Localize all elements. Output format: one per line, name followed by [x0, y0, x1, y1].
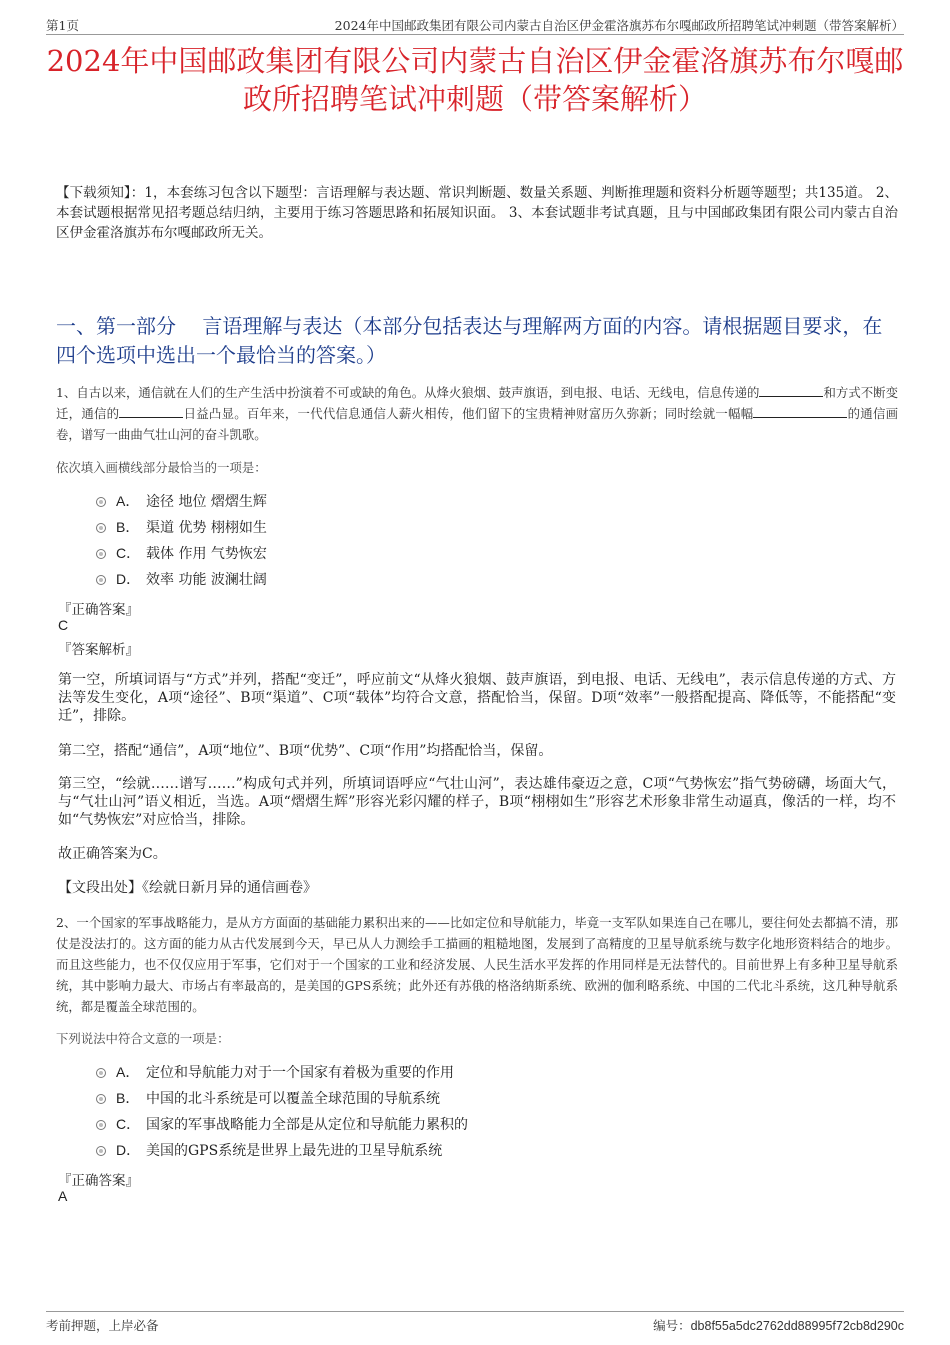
analysis-paragraph: 第一空，所填词语与“方式”并列，搭配“变迁”，呼应前文“从烽火狼烟、鼓声旗语，到电报、电话、无线电”，表示信息传递的方式、方法等发生变化，A项“途径”、B项“渠道”、C项“载体”均符合文意，搭配恰当，保留。D项“效率”一般搭配提高、降低等，不能搭配“变迁”，排除。 — [58, 672, 896, 724]
source-citation: 【文段出处】《绘就日新月异的通信画卷》 — [58, 880, 317, 896]
page-header — [46, 12, 904, 35]
correct-answer: C — [58, 617, 69, 633]
question-2-text: 2、一个国家的军事战略能力，是从方方面面的基础能力累积出来的——比如定位和导航能力，毕竟一支军队如果连自己在哪儿，要往何处去都搞不清，那仗是没法打的。这方面的能力从古代发展到今天，早已从人力测绘手工描画的粗糙地图，发展到了高精度的卫星导航系统与数字化地形资料结合的地步。而且这些能力，也不仅仅应用于军事，它们对于一个国家的工业和经济发展、人民生活水平发挥的作用同样是无法替代的。目前世界上有多种卫星导航系统，其中影响力最大、市场占有率最高的，是美国的GPS系统；此外还有苏俄的格洛纳斯系统、欧洲的伽利略系统、中国的二代北斗系统，这几种导航系统，都是覆盖全球范围的。 — [56, 915, 898, 1014]
correct-answer-label: 『正确答案』 — [58, 602, 139, 618]
option-b[interactable]: B． 渠道 优势 栩栩如生 — [96, 514, 267, 540]
page-footer — [46, 1311, 904, 1334]
option-d[interactable]: D． 效率 功能 波澜壮阔 — [96, 566, 267, 592]
fill-blank-3 — [753, 405, 847, 418]
header-title: 2024年中国邮政集团有限公司内蒙古自治区伊金霍洛旗苏布尔嘎邮政所招聘笔试冲刺题（带答案解析） — [334, 18, 904, 33]
q1-text-part: 日益凸显。百年来，一代代信息通信人薪火相传，他们留下的宝贵精神财富历久弥新；同时绘就一幅幅 — [183, 406, 754, 421]
option-a[interactable]: A． 定位和导航能力对于一个国家有着极为重要的作用 — [96, 1059, 468, 1085]
radio-icon[interactable] — [96, 1146, 106, 1156]
question-2-options — [96, 1059, 468, 1163]
analysis-label: 『答案解析』 — [58, 642, 139, 658]
radio-icon[interactable] — [96, 1068, 106, 1078]
question-1-text — [56, 382, 898, 445]
section-heading: 一、第一部分 言语理解与表达（本部分包括表达与理解两方面的内容。请根据题目要求，在四个选项中选出一个最恰当的答案。） — [56, 314, 883, 367]
analysis-paragraph: 第二空，搭配“通信”，A项“地位”、B项“优势”、C项“作用”均搭配恰当，保留。 — [58, 743, 553, 759]
question-1-prompt: 依次填入画横线部分最恰当的一项是： — [56, 460, 267, 475]
fill-blank-1 — [759, 384, 823, 397]
correct-answer-label: 『正确答案』 — [58, 1173, 139, 1189]
document-title: 2024年中国邮政集团有限公司内蒙古自治区伊金霍洛旗苏布尔嘎邮政所招聘笔试冲刺题（带答案解析） — [46, 44, 904, 116]
correct-answer: A — [58, 1188, 68, 1204]
option-c[interactable]: C． 国家的军事战略能力全部是从定位和导航能力累积的 — [96, 1111, 468, 1137]
option-a[interactable]: A． 途径 地位 熠熠生辉 — [96, 488, 267, 514]
analysis-conclusion: 故正确答案为C。 — [58, 846, 167, 862]
page-number: 第1页 — [46, 18, 79, 33]
radio-icon[interactable] — [96, 523, 106, 533]
option-c[interactable]: C． 载体 作用 气势恢宏 — [96, 540, 267, 566]
radio-icon[interactable] — [96, 549, 106, 559]
option-d[interactable]: D． 美国的GPS系统是世界上最先进的卫星导航系统 — [96, 1137, 468, 1163]
analysis-paragraph: 第三空，“绘就……谱写……”构成句式并列，所填词语呼应“气壮山河”，表达雄伟豪迈之意，C项“气势恢宏”指气势磅礴，场面大气，与“气壮山河”语义相近，当选。A项“熠熠生辉”形容光彩闪耀的样子，B项“栩栩如生”形容艺术形象非常生动逼真，像活的一样，均不如“气势恢宏”对应恰当，排除。 — [58, 776, 896, 828]
option-b[interactable]: B． 中国的北斗系统是可以覆盖全球范围的导航系统 — [96, 1085, 468, 1111]
radio-icon[interactable] — [96, 1120, 106, 1130]
download-notice: 【下载须知】：1，本套练习包含以下题型：言语理解与表达题、常识判断题、数量关系题、判断推理题和资料分析题等题型；共135道。 2、本套试题根据常见招考题总结归纳，主要用于练习答题思路和拓展知识面。 3、本套试题非考试真题，且与中国邮政集团有限公司内蒙古自治区伊金霍洛旗苏布尔嘎邮政所无关。 — [56, 185, 898, 241]
footer-slogan: 考前押题，上岸必备 — [46, 1318, 159, 1333]
footer-code: 编号：db8f55a5dc2762dd88995f72cb8d290c — [653, 1319, 904, 1333]
q1-text-part: 和方式不断变迁，通信的 — [56, 385, 898, 421]
radio-icon[interactable] — [96, 497, 106, 507]
q1-text-part: 1、自古以来，通信就在人们的生产生活中扮演着不可或缺的角色。从烽火狼烟、鼓声旗语，到电报、电话、无线电，信息传递的 — [56, 385, 760, 400]
radio-icon[interactable] — [96, 1094, 106, 1104]
fill-blank-2 — [119, 405, 183, 418]
question-1-options — [96, 488, 267, 592]
radio-icon[interactable] — [96, 575, 106, 585]
q1-text-part: 的通信画卷，谱写一曲曲气壮山河的奋斗凯歌。 — [56, 406, 899, 442]
question-2-prompt: 下列说法中符合文意的一项是： — [56, 1031, 230, 1046]
